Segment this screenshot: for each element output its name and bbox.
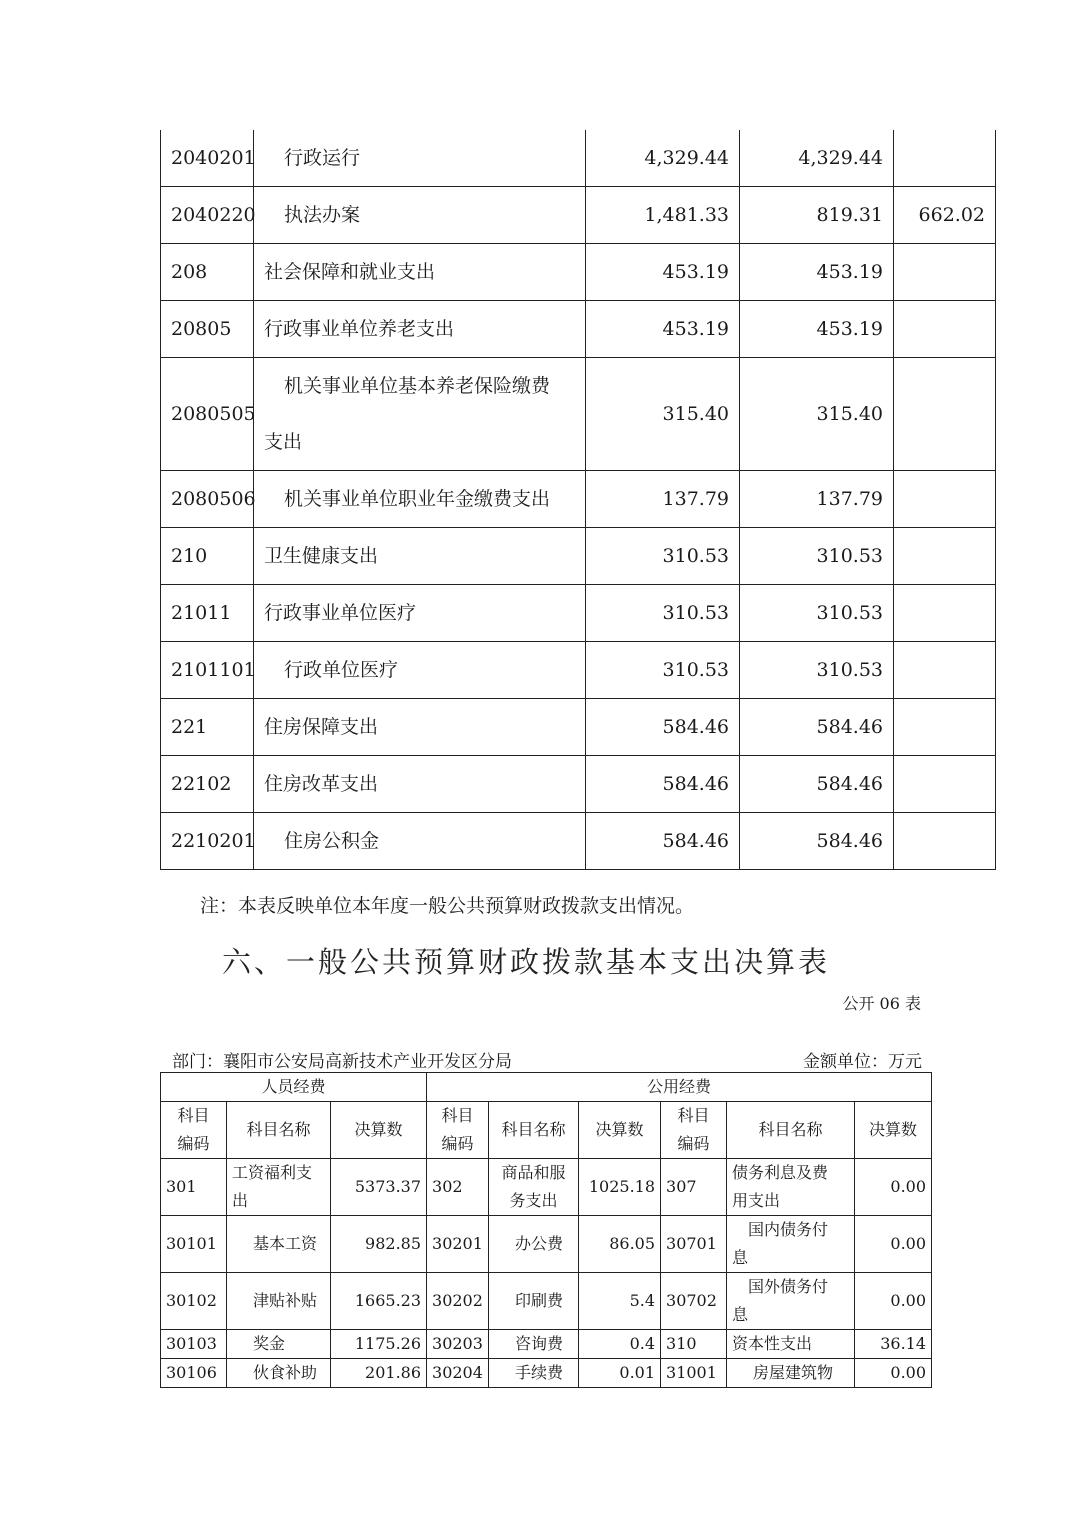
total-amount: 453.19: [586, 301, 740, 358]
total-amount: 137.79: [586, 471, 740, 528]
table-row: [161, 699, 996, 756]
personnel-expense-header: 人员经费: [161, 1073, 427, 1102]
subject-code: 30203: [427, 1330, 489, 1359]
subject-code: 301: [161, 1159, 227, 1216]
total-amount: 584.46: [586, 813, 740, 870]
subject-code: 22102: [161, 756, 254, 813]
project-amount: [894, 813, 996, 870]
total-amount: 584.46: [586, 756, 740, 813]
amount-unit-label: 金额单位：万元: [803, 1052, 922, 1072]
subject-name-line2: 支出: [264, 431, 303, 453]
subject-name: 行政运行: [254, 130, 586, 187]
project-amount: 662.02: [894, 187, 996, 244]
subject-code: 2040201: [161, 130, 254, 187]
table-row: [161, 358, 996, 471]
table-row: [161, 1330, 932, 1359]
form-code: 公开 06 表: [842, 994, 921, 1013]
subject-name: 卫生健康支出: [254, 528, 586, 585]
basic-amount: 584.46: [740, 813, 894, 870]
table-row: [161, 756, 996, 813]
project-amount: [894, 528, 996, 585]
subject-code: 21011: [161, 585, 254, 642]
table-row: [161, 528, 996, 585]
basic-amount: 4,329.44: [740, 130, 894, 187]
total-amount: 315.40: [586, 358, 740, 471]
subject-code: 210: [161, 528, 254, 585]
table-row: [161, 585, 996, 642]
basic-amount: 584.46: [740, 699, 894, 756]
amount: 0.00: [855, 1273, 932, 1330]
subject-name: 基本工资: [227, 1216, 331, 1273]
subject-name: 商品和服 务支出: [489, 1159, 579, 1216]
amount: 0.01: [579, 1359, 661, 1388]
column-header-row: [161, 1102, 932, 1159]
subject-name: 机关事业单位职业年金缴费支出: [254, 471, 586, 528]
subject-code: 20805: [161, 301, 254, 358]
project-amount: [894, 358, 996, 471]
table-row: [161, 1159, 932, 1216]
table-row: [161, 244, 996, 301]
project-amount: [894, 699, 996, 756]
total-amount: 310.53: [586, 528, 740, 585]
amount: 1665.23: [331, 1273, 427, 1330]
total-amount: 453.19: [586, 244, 740, 301]
basic-amount: 453.19: [740, 301, 894, 358]
subject-name: 工资福利支 出: [227, 1159, 331, 1216]
subject-code: 2210201: [161, 813, 254, 870]
col-header-name: 科目名称: [489, 1102, 579, 1159]
col-header-code: 科目 编码: [161, 1102, 227, 1159]
subject-code: 30702: [661, 1273, 727, 1330]
amount: 1175.26: [331, 1330, 427, 1359]
amount: 0.00: [855, 1216, 932, 1273]
basic-amount: 310.53: [740, 528, 894, 585]
table-row: [161, 642, 996, 699]
subject-code: 2080505: [161, 358, 254, 471]
subject-code: 310: [661, 1330, 727, 1359]
amount: 201.86: [331, 1359, 427, 1388]
subject-name: 津贴补贴: [227, 1273, 331, 1330]
subject-code: 30701: [661, 1216, 727, 1273]
subject-code: 221: [161, 699, 254, 756]
col-header-code: 科目 编码: [427, 1102, 489, 1159]
subject-name: 执法办案: [254, 187, 586, 244]
amount: 982.85: [331, 1216, 427, 1273]
table-row: [161, 471, 996, 528]
department-label: 部门：襄阳市公安局高新技术产业开发区分局: [172, 1052, 512, 1072]
subject-code: 302: [427, 1159, 489, 1216]
group-header-row: [161, 1073, 932, 1102]
subject-name: [254, 358, 586, 471]
amount: 5.4: [579, 1273, 661, 1330]
amount: 86.05: [579, 1216, 661, 1273]
subject-code: 31001: [661, 1359, 727, 1388]
basic-amount: 584.46: [740, 756, 894, 813]
subject-name: 行政事业单位养老支出: [254, 301, 586, 358]
subject-code: 30106: [161, 1359, 227, 1388]
subject-code: 30201: [427, 1216, 489, 1273]
amount: 36.14: [855, 1330, 932, 1359]
subject-name: 社会保障和就业支出: [254, 244, 586, 301]
section-title: 六、一般公共预算财政拨款基本支出决算表: [222, 945, 831, 979]
col-header-amount: 决算数: [331, 1102, 427, 1159]
total-amount: 310.53: [586, 585, 740, 642]
subject-name: 房屋建筑物: [727, 1359, 855, 1388]
table-row: [161, 813, 996, 870]
table-row: [161, 1273, 932, 1330]
project-amount: [894, 471, 996, 528]
subject-name: 行政事业单位医疗: [254, 585, 586, 642]
project-amount: [894, 585, 996, 642]
public-expense-header: 公用经费: [427, 1073, 932, 1102]
project-amount: [894, 244, 996, 301]
subject-name: 住房公积金: [254, 813, 586, 870]
table-row: [161, 187, 996, 244]
total-amount: 584.46: [586, 699, 740, 756]
table-row: [161, 1359, 932, 1388]
subject-code: 30202: [427, 1273, 489, 1330]
subject-name: 债务利息及费 用支出: [727, 1159, 855, 1216]
amount: 5373.37: [331, 1159, 427, 1216]
amount: 0.00: [855, 1159, 932, 1216]
subject-code: 30204: [427, 1359, 489, 1388]
amount: 0.4: [579, 1330, 661, 1359]
table-note: 注：本表反映单位本年度一般公共预算财政拨款支出情况。: [200, 895, 695, 917]
subject-code: 2080506: [161, 471, 254, 528]
subject-name: 住房保障支出: [254, 699, 586, 756]
total-amount: 1,481.33: [586, 187, 740, 244]
subject-name: 咨询费: [489, 1330, 579, 1359]
subject-code: 30102: [161, 1273, 227, 1330]
subject-name: 手续费: [489, 1359, 579, 1388]
subject-name: 住房改革支出: [254, 756, 586, 813]
subject-name: 奖金: [227, 1330, 331, 1359]
subject-name: 国外债务付 息: [727, 1273, 855, 1330]
project-amount: [894, 642, 996, 699]
subject-name-line1: 机关事业单位基本养老保险缴费: [284, 375, 551, 397]
subject-name: 行政单位医疗: [254, 642, 586, 699]
subject-code: 208: [161, 244, 254, 301]
col-header-amount: 决算数: [579, 1102, 661, 1159]
basic-expenditure-table: [160, 1072, 932, 1388]
subject-code: 30103: [161, 1330, 227, 1359]
col-header-amount: 决算数: [855, 1102, 932, 1159]
total-amount: 4,329.44: [586, 130, 740, 187]
table-row: [161, 301, 996, 358]
basic-amount: 310.53: [740, 642, 894, 699]
basic-amount: 310.53: [740, 585, 894, 642]
subject-name: 国内债务付 息: [727, 1216, 855, 1273]
subject-code: 2040220: [161, 187, 254, 244]
subject-code: 2101101: [161, 642, 254, 699]
project-amount: [894, 756, 996, 813]
col-header-name: 科目名称: [727, 1102, 855, 1159]
basic-amount: 315.40: [740, 358, 894, 471]
table-row: [161, 1216, 932, 1273]
total-amount: 310.53: [586, 642, 740, 699]
project-amount: [894, 301, 996, 358]
basic-amount: 819.31: [740, 187, 894, 244]
subject-code: 30101: [161, 1216, 227, 1273]
table-row: [161, 130, 996, 187]
expenditure-table: [160, 130, 996, 870]
subject-name: 印刷费: [489, 1273, 579, 1330]
col-header-name: 科目名称: [227, 1102, 331, 1159]
subject-name: 办公费: [489, 1216, 579, 1273]
subject-name: 资本性支出: [727, 1330, 855, 1359]
subject-name: 伙食补助: [227, 1359, 331, 1388]
amount: 0.00: [855, 1359, 932, 1388]
subject-code: 307: [661, 1159, 727, 1216]
amount: 1025.18: [579, 1159, 661, 1216]
col-header-code: 科目 编码: [661, 1102, 727, 1159]
basic-amount: 137.79: [740, 471, 894, 528]
project-amount: [894, 130, 996, 187]
basic-amount: 453.19: [740, 244, 894, 301]
